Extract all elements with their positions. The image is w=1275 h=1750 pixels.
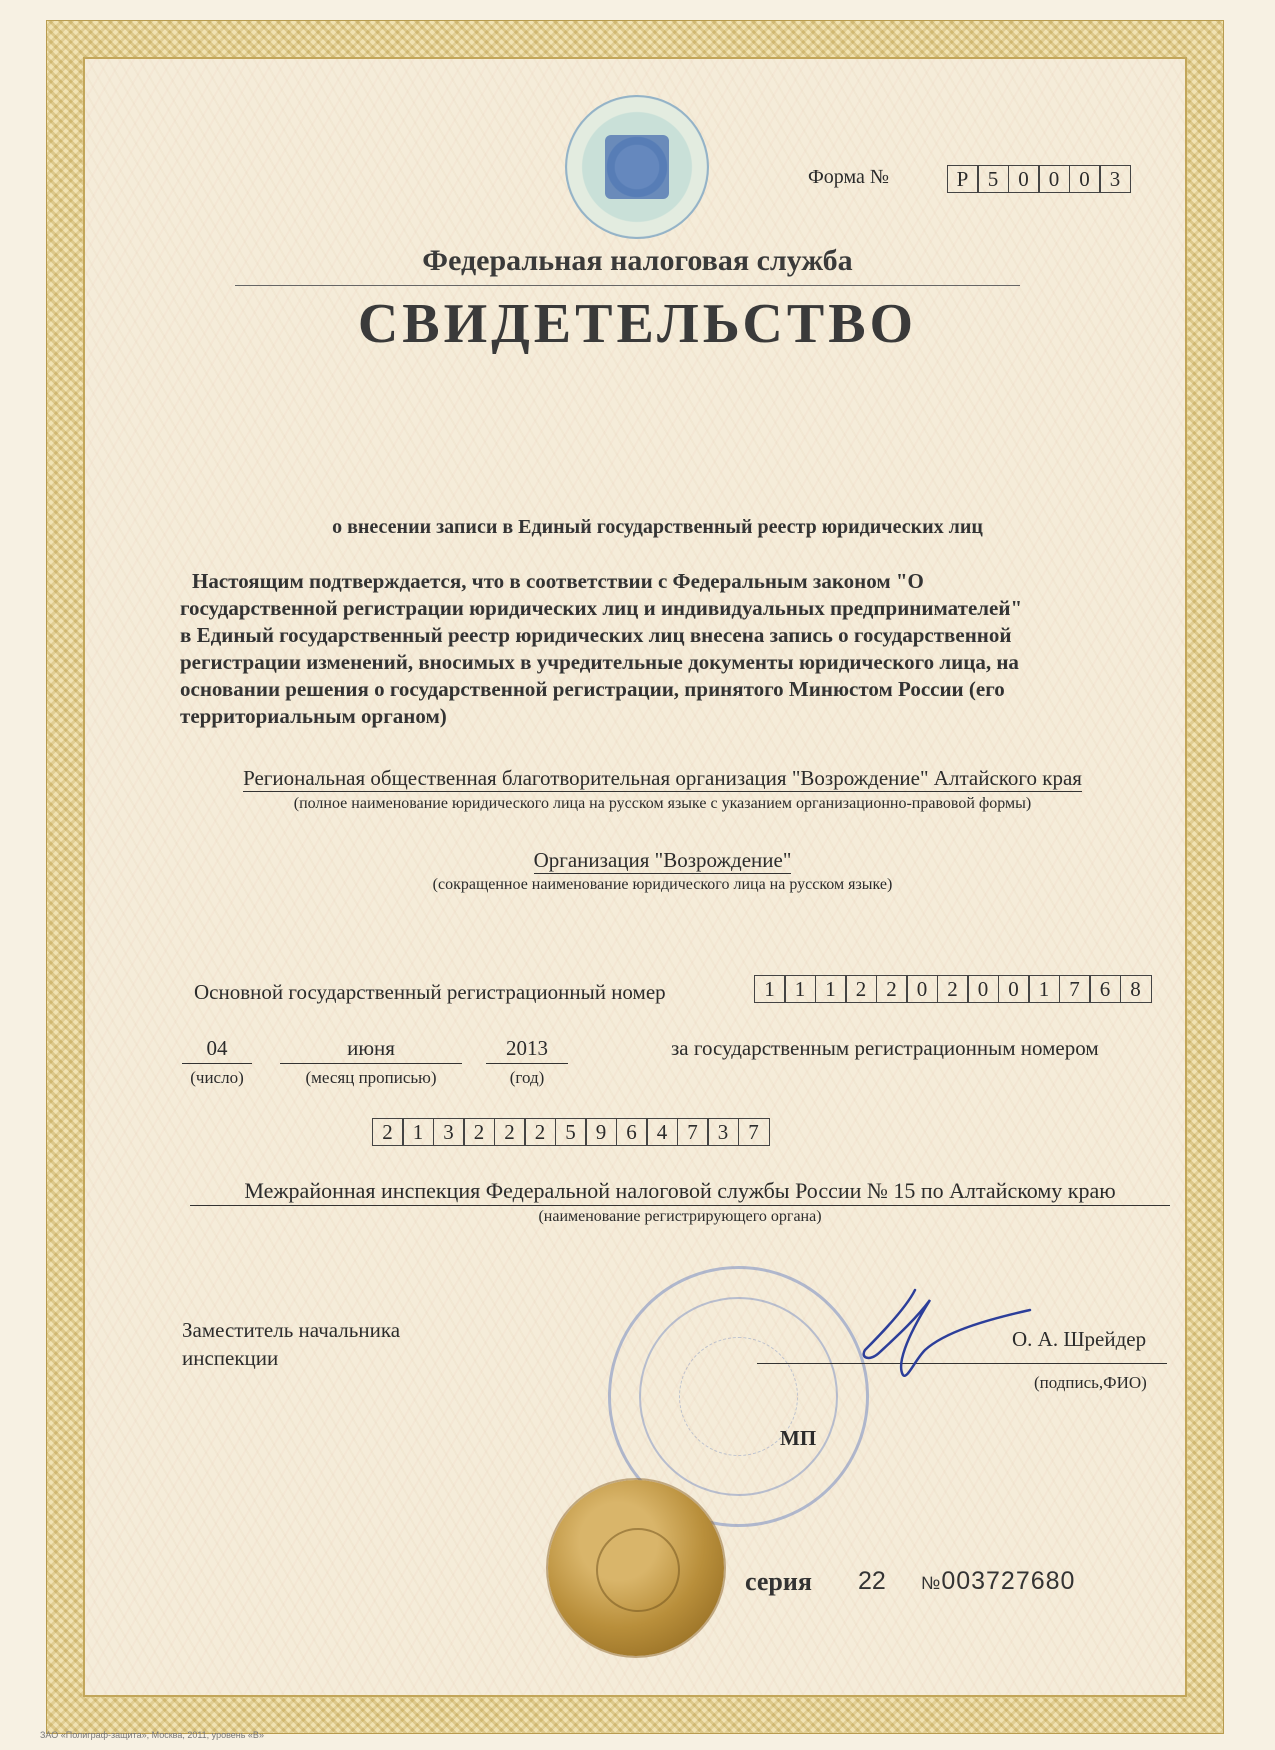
signer-position-line: инспекции: [182, 1346, 279, 1370]
ogrn-number: [755, 975, 1152, 1003]
grn-cell: 4: [646, 1118, 678, 1146]
body-line: государственной регистрации юридических лиц и индивидуальных предпринимателей": [180, 596, 1023, 620]
date-month: июня: [280, 1036, 462, 1064]
ogrn-cell: 0: [967, 975, 999, 1003]
forma-cell: 0: [1038, 165, 1070, 193]
handwritten-signature-icon: [835, 1280, 1035, 1400]
ogrn-cell: 0: [998, 975, 1030, 1003]
date-month-caption: (месяц прописью): [305, 1068, 437, 1087]
signer-name: О. А. Шрейдер: [1012, 1327, 1147, 1351]
grn-cell: 5: [555, 1118, 587, 1146]
ogrn-label: Основной государственный регистрационный номер: [194, 980, 666, 1004]
ogrn-cell: 1: [784, 975, 816, 1003]
grn-cell: 1: [402, 1118, 434, 1146]
registering-organ-caption: (наименование регистрирующего органа): [538, 1208, 822, 1225]
ogrn-cell: 2: [876, 975, 908, 1003]
ogrn-cell: 0: [906, 975, 938, 1003]
forma-cell: 0: [1069, 165, 1101, 193]
date-day: 04: [182, 1036, 252, 1064]
grn-cell: 6: [616, 1118, 648, 1146]
serial-number-value: 003727680: [941, 1567, 1076, 1595]
ogrn-cell: 1: [815, 975, 847, 1003]
body-line: основании решения о государственной регистрации, принятого Минюстом России (его: [180, 677, 1005, 701]
entity-short-name: [0, 848, 1275, 873]
grn-cell: 7: [677, 1118, 709, 1146]
ogrn-cell: 2: [937, 975, 969, 1003]
forma-cell: 5: [977, 165, 1009, 193]
hologram-emblem-icon: [565, 95, 709, 239]
registering-organ: Межрайонная инспекция Федеральной налоговой службы России № 15 по Алтайскому краю: [190, 1178, 1170, 1206]
grn-cell: 7: [738, 1118, 770, 1146]
grn-cell: 2: [463, 1118, 495, 1146]
printer-imprint: ЗАО «Полиграф-защита», Москва, 2011, уровень «В»: [40, 1730, 264, 1740]
entity-full-name-caption: (полное наименование юридического лица на русском языке с указанием организационно-правовой формы): [293, 795, 1032, 812]
body-paragraph: [180, 568, 1140, 730]
serial-series: 22: [858, 1567, 886, 1595]
grn-label: за государственным регистрационным номером: [671, 1036, 1099, 1060]
forma-number: [948, 165, 1131, 193]
agency-name: Федеральная налоговая служба: [422, 244, 853, 277]
body-line: территориальным органом): [180, 704, 447, 728]
forma-cell: 3: [1099, 165, 1131, 193]
date-day-caption: (число): [190, 1068, 244, 1087]
grn-cell: 2: [524, 1118, 556, 1146]
entity-full-name-text: Региональная общественная благотворительная организация "Возрождение" Алтайского края: [243, 766, 1082, 790]
document-title: СВИДЕТЕЛЬСТВО: [357, 293, 918, 355]
grn-cell: 3: [707, 1118, 739, 1146]
document-subtitle: о внесении записи в Единый государственный реестр юридических лиц: [332, 516, 983, 538]
gold-seal-icon: [548, 1480, 724, 1656]
ogrn-cell: 2: [845, 975, 877, 1003]
serial-label: серия: [745, 1567, 812, 1596]
body-line: регистрации изменений, вносимых в учредительные документы юридического лица, на: [180, 650, 1019, 674]
grn-cell: 2: [494, 1118, 526, 1146]
entity-short-name-caption: (сокращенное наименование юридического лица на русском языке): [432, 876, 893, 893]
entity-full-name: [0, 766, 1275, 791]
signer-position-line: Заместитель начальника: [182, 1318, 401, 1342]
ogrn-cell: 6: [1089, 975, 1121, 1003]
date-year: 2013: [486, 1036, 568, 1064]
serial-number-prefix: №: [921, 1573, 942, 1593]
ogrn-cell: 8: [1120, 975, 1152, 1003]
grn-cell: 9: [585, 1118, 617, 1146]
body-line: в Единый государственный реестр юридических лиц внесена запись о государственной: [180, 623, 1012, 647]
grn-number: [373, 1118, 770, 1146]
agency-underline: [235, 285, 1020, 286]
forma-cell: Р: [947, 165, 979, 193]
date-year-caption: (год): [509, 1068, 545, 1087]
forma-cell: 0: [1008, 165, 1040, 193]
ogrn-cell: 1: [754, 975, 786, 1003]
forma-label: Форма №: [808, 166, 889, 188]
signer-position: [182, 1316, 400, 1372]
body-line: Настоящим подтверждается, что в соответствии с Федеральным законом "О: [192, 569, 924, 593]
grn-cell: 3: [433, 1118, 465, 1146]
ogrn-cell: 1: [1028, 975, 1060, 1003]
grn-cell: 2: [372, 1118, 404, 1146]
signature-caption: (подпись,ФИО): [1034, 1373, 1147, 1392]
serial-number: [921, 1567, 1075, 1596]
ogrn-cell: 7: [1059, 975, 1091, 1003]
mp-mark: МП: [780, 1426, 817, 1450]
entity-short-name-text: Организация "Возрождение": [533, 848, 792, 872]
